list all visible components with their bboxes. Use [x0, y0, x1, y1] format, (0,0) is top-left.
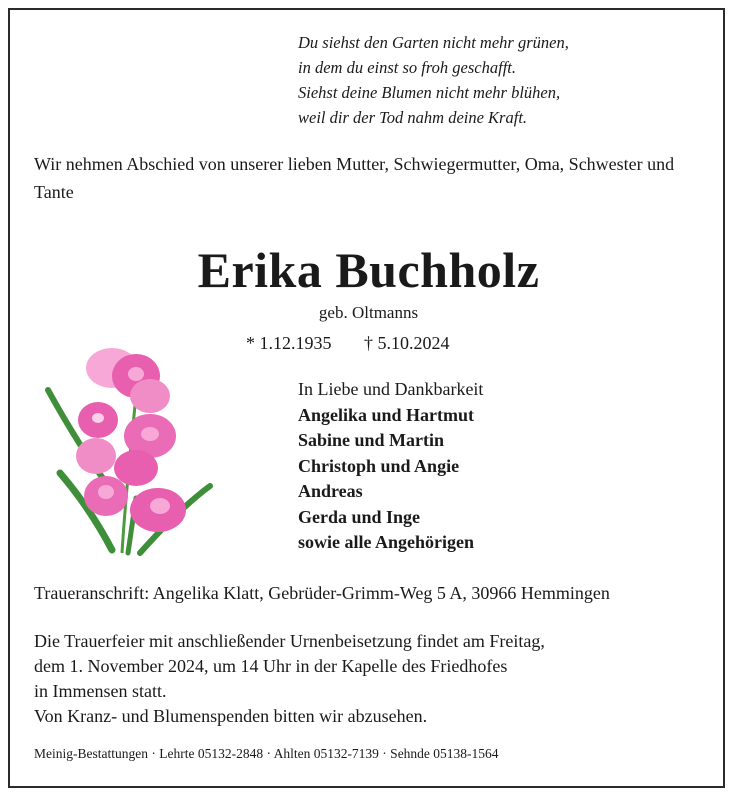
- mourner-name: Andreas: [298, 481, 363, 501]
- death-date: † 5.10.2024: [364, 333, 450, 353]
- poem: [298, 30, 569, 130]
- service-info: [34, 629, 545, 729]
- mourning-address: Traueranschrift: Angelika Klatt, Gebrüder-Grimm-Weg 5 A, 30966 Hemmingen: [34, 583, 610, 603]
- deceased-name: Erika Buchholz: [197, 242, 540, 298]
- mourner-name: Gerda und Inge: [298, 506, 421, 527]
- mourner-name: Christoph und Angie: [298, 455, 460, 476]
- mourners-lead: In Liebe und Dankbarkeit: [298, 379, 484, 399]
- mourner-name: sowie alle Angehörigen: [298, 532, 474, 552]
- service-line: Die Trauerfeier mit anschließender Urnenbeisetzung findet am Freitag,: [34, 631, 545, 651]
- birth-name: geb. Oltmanns: [318, 303, 419, 322]
- birth-date: * 1.12.1935: [246, 333, 332, 353]
- service-line: in Immensen statt.: [34, 681, 167, 701]
- mourner-name: Angelika und Hartmut: [298, 404, 475, 425]
- poem-line: in dem du einst so froh geschafft.: [298, 58, 516, 77]
- intro-text: Wir nehmen Abschied von unserer lieben Mutter, Schwiegermutter, Oma, Schwester und Tante: [34, 154, 675, 202]
- funeral-home-footer: Meinig-Bestattungen · Lehrte 05132-2848 · Ahlten 05132-7139 · Sehnde 05138-1564: [34, 746, 499, 761]
- mourners-list: [298, 377, 483, 556]
- life-dates: [246, 331, 450, 355]
- poem-line: Du siehst den Garten nicht mehr grünen,: [298, 33, 569, 52]
- service-line: Von Kranz- und Blumenspenden bitten wir abzusehen.: [34, 706, 428, 726]
- service-line: dem 1. November 2024, um 14 Uhr in der Kapelle des Friedhofes: [34, 656, 508, 676]
- orchid-icon: [40, 338, 220, 560]
- poem-line: weil dir der Tod nahm deine Kraft.: [298, 108, 528, 127]
- poem-line: Siehst deine Blumen nicht mehr blühen,: [298, 83, 561, 102]
- mourner-name: Sabine und Martin: [298, 430, 445, 450]
